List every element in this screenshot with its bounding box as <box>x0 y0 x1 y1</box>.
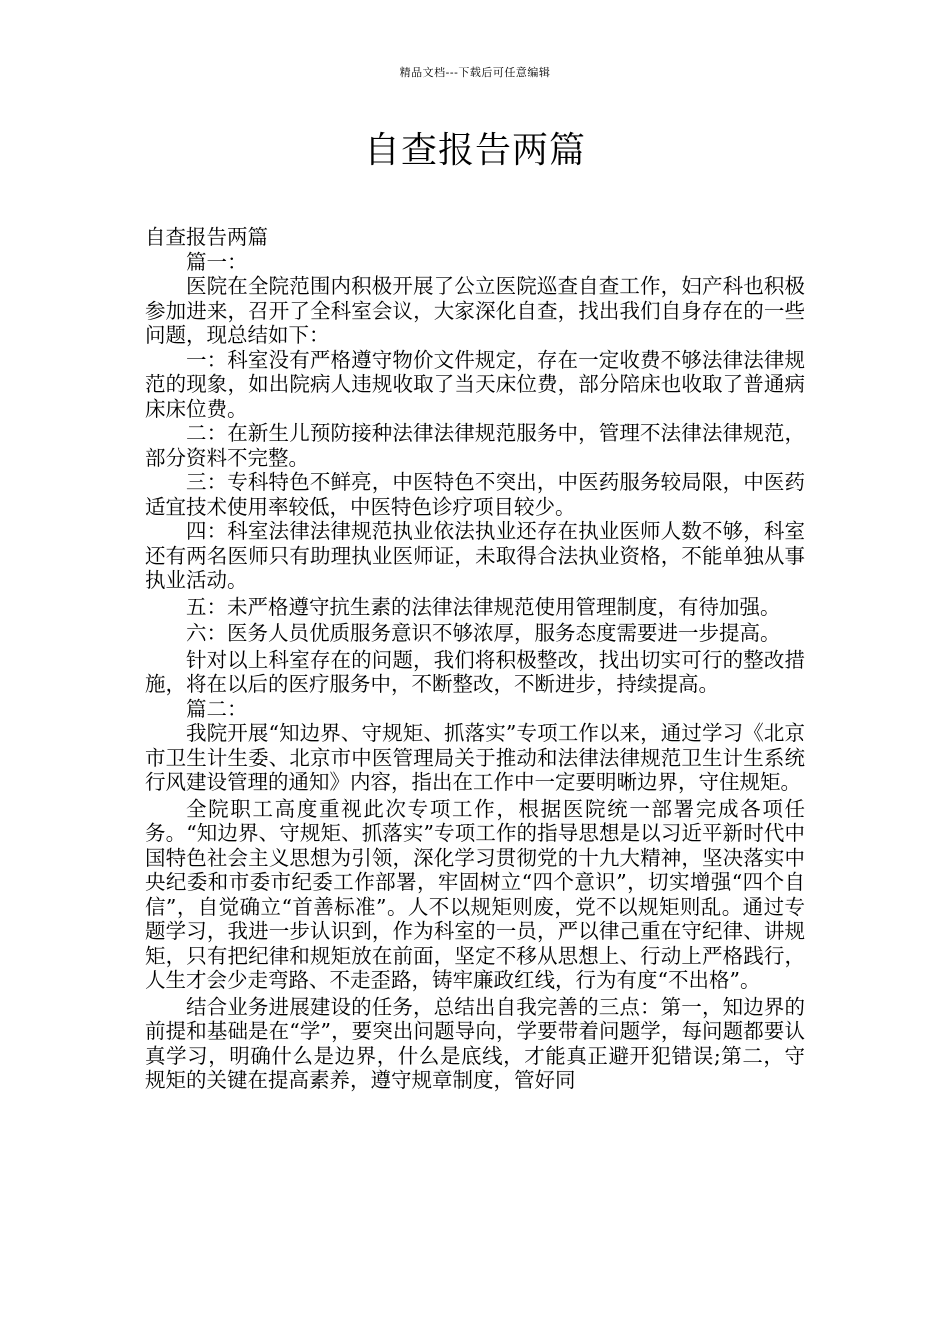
paragraph-special-work: 我院开展“知边界、守规矩、抓落实”专项工作以来，通过学习《北京市卫生计生委、北京市中医管理局关于推动和法律法律规范卫生计生系统行风建设管理的通知》内容，指出在工作中一定要明晰边界，守住规矩。 <box>145 721 805 794</box>
body-subtitle: 自查报告两篇 <box>145 225 268 249</box>
paragraph-item-3: 三：专科特色不鲜亮，中医特色不突出，中医药服务较局限，中医药适宜技术使用率较低，中医特色诊疗项目较少。 <box>145 470 805 519</box>
paragraph-staff-attention: 全院职工高度重视此次专项工作，根据医院统一部署完成各项任务。“知边界、守规矩、抓落实”专项工作的指导思想是以习近平新时代中国特色社会主义思想为引领，深化学习贯彻党的十九大精神，坚决落实中央纪委和市委市纪委工作部署，牢固树立“四个意识”，切实增强“四个自信”，自觉确立“首善标准”。人不以规矩则废，党不以规矩则乱。通过专题学习，我进一步认识到，作为科室的一员，严以律己重在守纪律、讲规矩，只有把纪律和规矩放在前面，坚定不移从思想上、行动上严格践行，人生才会少走弯路、不走歪路，铸牢廉政红线，行为有度“不出格”。 <box>145 796 805 992</box>
section-heading-2: 篇二： <box>186 696 248 721</box>
paragraph-conclusion: 针对以上科室存在的问题，我们将积极整改，找出切实可行的整改措施，将在以后的医疗服务中，不断整改，不断进步，持续提高。 <box>145 647 805 696</box>
paragraph-item-2: 二：在新生儿预防接种法律法律规范服务中，管理不法律法律规范，部分资料不完整。 <box>145 421 805 470</box>
header-note: 精品文档---下载后可任意编辑 <box>399 66 551 79</box>
document-title: 自查报告两篇 <box>363 130 586 171</box>
paragraph-item-5: 五：未严格遵守抗生素的法律法律规范使用管理制度，有待加强。 <box>186 594 781 619</box>
paragraph-item-6: 六：医务人员优质服务意识不够浓厚，服务态度需要进一步提高。 <box>186 621 781 645</box>
document-body <box>145 225 805 1093</box>
paragraph-three-points: 结合业务进展建设的任务，总结出自我完善的三点：第一，知边界的前提和基础是在“学”，要突出问题导向，学要带着问题学，每问题都要认真学习，明确什么是边界，什么是底线，才能真正避开犯错误;第二，守规矩的关键在提高素养，遵守规章制度，管好同 <box>145 994 805 1092</box>
paragraph-item-4: 四：科室法律法律规范执业依法执业还存在执业医师人数不够，科室还有两名医师只有助理执业医师证，未取得合法执业资格，不能单独从事执业活动。 <box>145 519 805 592</box>
paragraph-item-1: 一：科室没有严格遵守物价文件规定，存在一定收费不够法律法律规范的现象，如出院病人违规收取了当天床位费，部分陪床也收取了普通病床床位费。 <box>145 347 805 421</box>
paragraph-intro: 医院在全院范围内积极开展了公立医院巡查自查工作，妇产科也积极参加进来，召开了全科室会议，大家深化自查，找出我们自身存在的一些问题，现总结如下： <box>145 274 805 347</box>
section-heading-1: 篇一： <box>186 249 248 274</box>
